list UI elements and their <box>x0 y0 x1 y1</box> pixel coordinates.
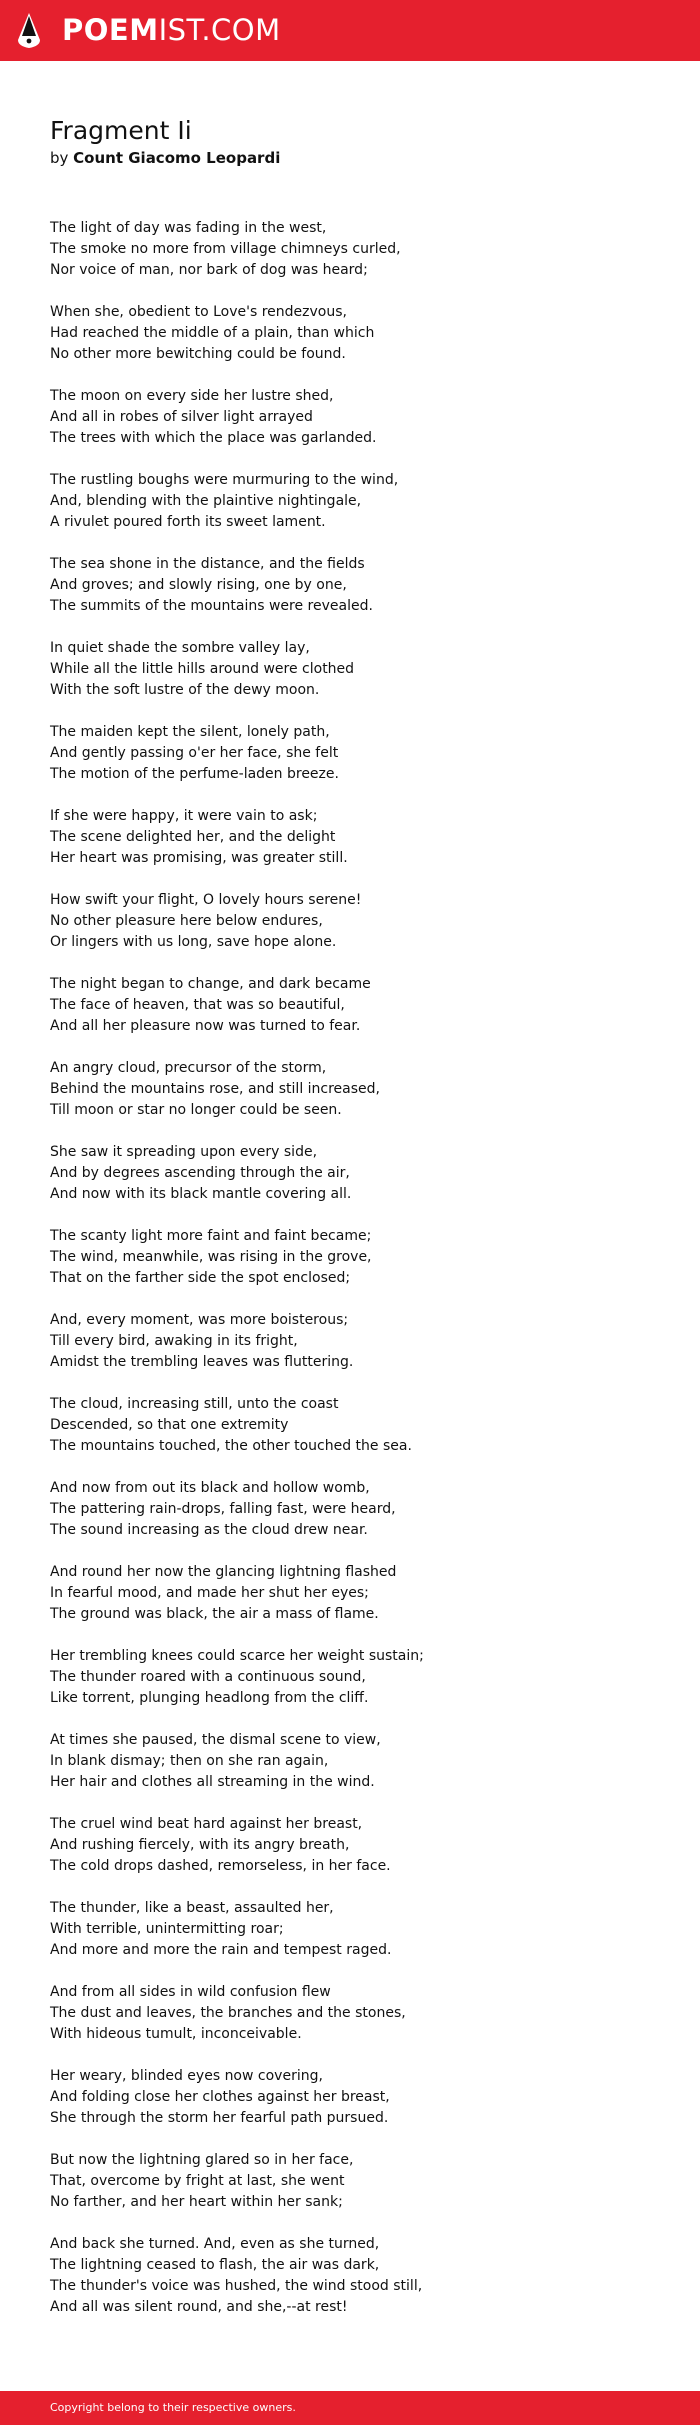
stanza <box>50 1646 670 1709</box>
poem-line: Till moon or star no longer could be seen. <box>50 1102 342 1118</box>
by-label: by <box>50 149 74 167</box>
poem-line: Like torrent, plunging headlong from the cliff. <box>50 1690 369 1706</box>
poem-line: She through the storm her fearful path pursued. <box>50 2110 389 2126</box>
poem-line: How swift your flight, O lovely hours serene! <box>50 892 362 908</box>
stanza <box>50 1478 670 1541</box>
poem-line: No other more bewitching could be found. <box>50 346 346 362</box>
site-footer <box>0 2391 700 2425</box>
poem-line: The scene delighted her, and the delight <box>50 829 336 845</box>
poem-line: Her trembling knees could scarce her weight sustain; <box>50 1648 424 1664</box>
stanza <box>50 1226 670 1289</box>
poem-line: The rustling boughs were murmuring to the wind, <box>50 472 399 488</box>
poem-line: And now with its black mantle covering all. <box>50 1186 352 1202</box>
poem-line: The sea shone in the distance, and the fields <box>50 556 365 572</box>
poem-line: An angry cloud, precursor of the storm, <box>50 1060 327 1076</box>
poem-line: The ground was black, the air a mass of flame. <box>50 1606 379 1622</box>
poem-line: And folding close her clothes against her breast, <box>50 2089 390 2105</box>
stanza <box>50 386 670 449</box>
poem-line: The maiden kept the silent, lonely path, <box>50 724 330 740</box>
poem-line: Nor voice of man, nor bark of dog was heard; <box>50 262 368 278</box>
stanza <box>50 638 670 701</box>
poem-line: No farther, and her heart within her sank; <box>50 2194 343 2210</box>
poem-line: And all was silent round, and she,--at rest! <box>50 2299 348 2315</box>
stanza <box>50 1142 670 1205</box>
poem-line: Had reached the middle of a plain, than which <box>50 325 375 341</box>
poem-line: No other pleasure here below endures, <box>50 913 323 929</box>
poem-line: The dust and leaves, the branches and the stones, <box>50 2005 406 2021</box>
stanza <box>50 1730 670 1793</box>
poem-line: With hideous tumult, inconceivable. <box>50 2026 302 2042</box>
poem-line: The cruel wind beat hard against her breast, <box>50 1816 363 1832</box>
poem-line: And gently passing o'er her face, she felt <box>50 745 339 761</box>
poem-line: She saw it spreading upon every side, <box>50 1144 318 1160</box>
poem-line: And round her now the glancing lightning flashed <box>50 1564 397 1580</box>
stanza <box>50 1394 670 1457</box>
stanza <box>50 806 670 869</box>
stanza <box>50 2234 670 2318</box>
pen-nib-icon[interactable] <box>16 12 42 53</box>
poem-line: Amidst the trembling leaves was fluttering. <box>50 1354 354 1370</box>
poem-line: That on the farther side the spot enclosed; <box>50 1270 351 1286</box>
stanza <box>50 974 670 1037</box>
poem-line: The trees with which the place was garlanded. <box>50 430 377 446</box>
poem-line: When she, obedient to Love's rendezvous, <box>50 304 347 320</box>
stanza <box>50 1058 670 1121</box>
poem-line: And groves; and slowly rising, one by one, <box>50 577 347 593</box>
poem-line: And more and more the rain and tempest raged. <box>50 1942 392 1958</box>
stanza <box>50 1982 670 2045</box>
stanza <box>50 722 670 785</box>
stanza <box>50 302 670 365</box>
poem-line: The night began to change, and dark became <box>50 976 371 992</box>
poem-line: And rushing fiercely, with its angry breath, <box>50 1837 350 1853</box>
poem-line: If she were happy, it were vain to ask; <box>50 808 318 824</box>
site-header <box>0 0 700 61</box>
poem-line: The thunder, like a beast, assaulted her, <box>50 1900 334 1916</box>
poem-line: With terrible, unintermitting roar; <box>50 1921 284 1937</box>
poem-line: Her hair and clothes all streaming in the wind. <box>50 1774 375 1790</box>
stanza <box>50 554 670 617</box>
stanza <box>50 218 670 281</box>
poem-line: The thunder's voice was hushed, the wind stood still, <box>50 2278 423 2294</box>
stanza <box>50 470 670 533</box>
poem-line: The cloud, increasing still, unto the coast <box>50 1396 339 1412</box>
poem-line: The wind, meanwhile, was rising in the grove, <box>50 1249 372 1265</box>
poem-line: And by degrees ascending through the air, <box>50 1165 350 1181</box>
poem-line: And from all sides in wild confusion flew <box>50 1984 331 2000</box>
stanza <box>50 890 670 953</box>
poem-line: Behind the mountains rose, and still increased, <box>50 1081 380 1097</box>
poem-body <box>50 218 670 2339</box>
poem-line: The face of heaven, that was so beautiful, <box>50 997 345 1013</box>
poem-line: The light of day was fading in the west, <box>50 220 327 236</box>
poem-line: The thunder roared with a continuous sound, <box>50 1669 366 1685</box>
poem-line: The summits of the mountains were revealed. <box>50 598 373 614</box>
stanza <box>50 1898 670 1961</box>
brand-light: IST.COM <box>158 13 281 47</box>
poem-line: In blank dismay; then on she ran again, <box>50 1753 329 1769</box>
poem-line: And back she turned. And, even as she turned, <box>50 2236 380 2252</box>
poem-line: In quiet shade the sombre valley lay, <box>50 640 310 656</box>
poem-line: In fearful mood, and made her shut her eyes; <box>50 1585 369 1601</box>
poem-line: Her weary, blinded eyes now covering, <box>50 2068 323 2084</box>
stanza <box>50 1814 670 1877</box>
poem-line: And all in robes of silver light arrayed <box>50 409 313 425</box>
poem-line: The motion of the perfume-laden breeze. <box>50 766 339 782</box>
poem-line: Till every bird, awaking in its fright, <box>50 1333 298 1349</box>
copyright-text: Copyright belong to their respective owners. <box>50 2401 296 2414</box>
poem-line: And now from out its black and hollow womb, <box>50 1480 370 1496</box>
poem-line: That, overcome by fright at last, she went <box>50 2173 345 2189</box>
poem-line: The smoke no more from village chimneys curled, <box>50 241 401 257</box>
poem-line: Or lingers with us long, save hope alone. <box>50 934 337 950</box>
stanza <box>50 2150 670 2213</box>
site-logo[interactable] <box>62 13 281 47</box>
poem-line: The lightning ceased to flash, the air was dark, <box>50 2257 380 2273</box>
stanza <box>50 1310 670 1373</box>
author-name[interactable]: Count Giacomo Leopardi <box>73 149 281 167</box>
poem-line: But now the lightning glared so in her face, <box>50 2152 354 2168</box>
poem-line: While all the little hills around were clothed <box>50 661 355 677</box>
poem-line: The pattering rain-drops, falling fast, were heard, <box>50 1501 396 1517</box>
poem-line: At times she paused, the dismal scene to view, <box>50 1732 381 1748</box>
brand-bold: POEM <box>62 13 159 47</box>
poem-line: A rivulet poured forth its sweet lament. <box>50 514 326 530</box>
poem-line: Descended, so that one extremity <box>50 1417 289 1433</box>
byline <box>50 147 280 169</box>
poem-title: Fragment Ii <box>50 116 192 145</box>
poem-line: Her heart was promising, was greater still. <box>50 850 348 866</box>
poem-line: The mountains touched, the other touched the sea. <box>50 1438 412 1454</box>
poem-line: And, blending with the plaintive nightingale, <box>50 493 362 509</box>
poem-line: And all her pleasure now was turned to fear. <box>50 1018 361 1034</box>
stanza <box>50 2066 670 2129</box>
poem-line: The sound increasing as the cloud drew near. <box>50 1522 368 1538</box>
poem-line: With the soft lustre of the dewy moon. <box>50 682 320 698</box>
poem-line: The cold drops dashed, remorseless, in her face. <box>50 1858 391 1874</box>
stanza <box>50 1562 670 1625</box>
poem-line: The scanty light more faint and faint became; <box>50 1228 372 1244</box>
poem-line: The moon on every side her lustre shed, <box>50 388 334 404</box>
poem-line: And, every moment, was more boisterous; <box>50 1312 349 1328</box>
